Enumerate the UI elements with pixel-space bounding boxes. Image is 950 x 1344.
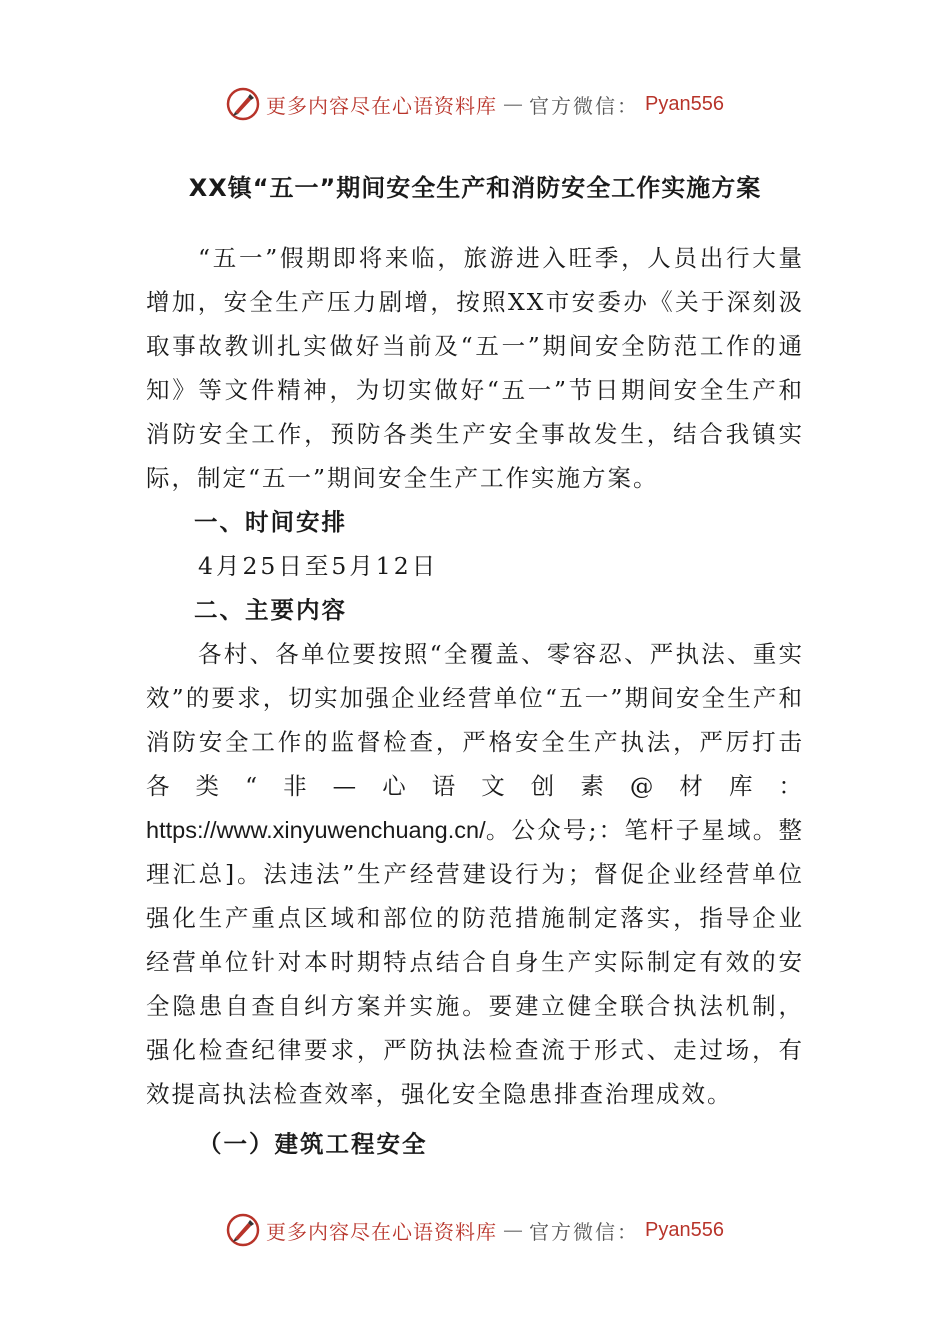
watermark-brand: 更多内容尽在心语资料库	[266, 93, 498, 118]
watermark-footer	[0, 1210, 950, 1250]
subsection-heading-construction: （一）建筑工程安全	[198, 1130, 428, 1158]
website-link[interactable]: https://www.xinyuwenchuang.cn/	[146, 817, 486, 843]
paragraph-text-b: 。公众号;：笔杆子星域。整理汇总]。法违法”生产经营建设行为；督促企业经营单位强化生产重点区域和部位的防范措施制定落实，指导企业经营单位针对本时期特点结合自身生产实际制定有效的安全隐患自查自纠方案并实施。要建立健全联合执法机制，强化检查纪律要求，严防执法检查流于形式、走过场，有效提高执法检查效率，强化安全隐患排查治理成效。	[146, 816, 804, 1108]
watermark-label: 官方微信：	[529, 1219, 640, 1244]
pen-logo-icon	[226, 87, 260, 121]
watermark-label: 官方微信：	[529, 93, 640, 118]
watermark-handle: Pyan556	[645, 92, 724, 115]
section-heading-time: 一、时间安排	[194, 508, 347, 536]
paragraph-text-a: 各村、各单位要按照“全覆盖、零容忍、严执法、重实效”的要求，切实加强企业经营单位“五一”期间安全生产和消防安全工作的监督检查，严格安全生产执法，严厉打击各类“非—心语文创素@材库：	[146, 640, 804, 800]
section-heading-content: 二、主要内容	[194, 596, 347, 624]
intro-paragraph: “五一”假期即将来临，旅游进入旺季，人员出行大量增加，安全生产压力剧增，按照XX市安委办《关于深刻汲取事故教训扎实做好当前及“五一”期间安全防范工作的通知》等文件精神，为切实做好“五一”节日期间安全生产和消防安全工作，预防各类生产安全事故发生，结合我镇实际，制定“五一”期间安全生产工作实施方案。	[146, 244, 804, 492]
date-range: 4月25日至5月12日	[198, 552, 439, 580]
main-content-paragraph	[146, 632, 804, 1116]
watermark-handle: Pyan556	[645, 1218, 724, 1241]
watermark-brand: 更多内容尽在心语资料库	[266, 1219, 498, 1244]
watermark-dash: —	[503, 92, 524, 116]
watermark-header	[0, 84, 950, 124]
pen-logo-icon	[226, 1213, 260, 1247]
document-body	[146, 236, 804, 1166]
document-title: XX镇“五一”期间安全生产和消防安全工作实施方案	[188, 174, 762, 202]
watermark-dash: —	[503, 1218, 524, 1242]
